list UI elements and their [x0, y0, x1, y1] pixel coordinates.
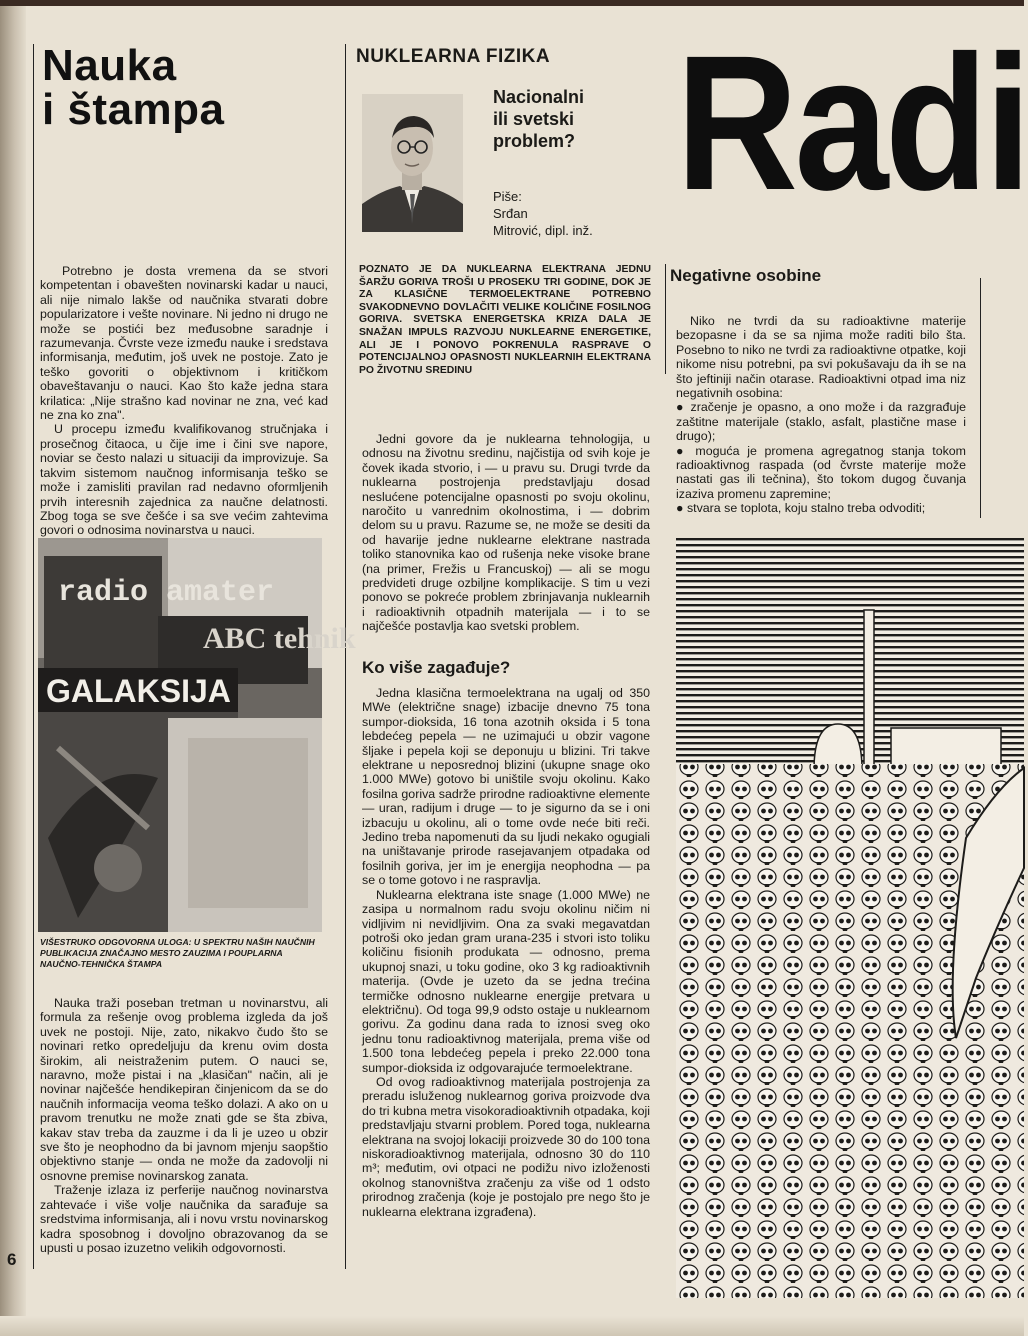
column-title-line-1: Nauka	[42, 41, 177, 90]
bullet-item: ● moguća je promena agregatnog stanja tokom radioaktivnog raspada (od čvrste materije može nastati gas ili tečnina), što tokom dugog čuvanja izaziva promenu zapremine;	[676, 443, 966, 501]
byline-line: Piše:	[493, 189, 522, 204]
lead-paragraph: POZNATO JE DA NUKLEARNA ELEKTRANA JEDNU ŠARŽU GORIVA TROŠI U PROSEKU TRI GODINE, DOK JE ZA KLASIČNE TERMOELEKTRANE POTREBNO SVAKODNEVNO DOVLAČITI VELIKE KOLIČINE FOSILNOG GORIVA. SVETSKA ENERGETSKA KRIZA DALA JE SNAŽAN IMPULS RAZVOJU NUKLEARNE ENERGETIKE, ALI JE I PONOVO POKRENULA RASPRAVE O POTENCIJALNOJ OPASNOSTI NUKLEARNIH ELEKTRANA PO ŽIVOTNU SREDINU	[359, 264, 651, 376]
left-column-rule	[33, 44, 34, 1269]
page-number: 6	[7, 1250, 17, 1269]
photo-caption: VIŠESTRUKO ODGOVORNA ULOGA: U SPEKTRU NAŠIH NAUČNIH PUBLIKACIJA ZNAČAJNO MESTO ZAUZIMA I POUPLARNA NAUČNO-TEHNIČKA ŠTAMPA	[40, 937, 315, 969]
subtitle-line: problem?	[493, 131, 576, 151]
lead-divider	[665, 264, 666, 374]
big-headline: Radi	[676, 15, 1028, 230]
column-2-body	[362, 686, 650, 1219]
column-1-closing	[40, 996, 328, 1255]
page-binding-edge	[0, 0, 26, 1336]
paragraph: Traženje izlaza iz perferije naučnog novinarstva zahtevaće i više volje naučnika da sarađuje sa sredstvima informisanja, ali i novu vrstu novinarskog kadra sposobnog i dovoljno obrazovanog da se upusti u posao izuzetno velikih odgovornosti.	[40, 1183, 328, 1255]
skulls-power-plant-illustration	[676, 538, 1024, 1298]
paragraph: Jedna klasična termoelektrana na ugalj od 350 MWe (električne snage) izbacije dnevno 75 tona sumpor-dioksida, 16 tona azotnih oksida i 5 tona lebdećeg pepela — ne uzimajući u obzir vagone šljake i pepela koji se deponuju u blizini. Tri takve elektrane u neposrednoj blizini (ukupne snage oko 1.000 MWe) gotovo bi uništile svoju okolinu. Kako fosilna goriva sadrže prirodne radioaktivne elemente — uran, radijum i druge — to je sigurno da se i oni izbacuju u okolinu, ali o tome ovde neće biti reči. Jedino treba napomenuti da su ljudi nekako ogugiali na uništavanje prirode rasejavanjem otpadaka od fosilnih goriva, jer im je energija neophodna — pa se o tome gotovo i ne raspravlja.	[362, 686, 650, 888]
column-title	[42, 41, 225, 134]
paragraph: U procepu između kvalifikovanog stručnjaka i prosečnog čitaoca, u čije ime i čini sve napore, noviar se često nalazi u situaciji da improvizuje. Sa takvim sistemom naučnog informisanja teško se može i zamisliti pravilan rad nedavno oformljenih prvih interesnih zajednica za naučne delatnosti. Zbog toga se sve češće i sa sve većim zahtevima govori o odnosima novinarstva u nauci.	[40, 422, 328, 538]
right-box-rule	[980, 278, 981, 518]
section-heading: NUKLEARNA FIZIKA	[356, 46, 551, 67]
subtitle-line: ili svetski	[493, 109, 575, 129]
paragraph: Jedni govore da je nuklearna tehnologija, u odnosu na životnu sredinu, najčistija od svih koje je čovek ikada stvorio, i — u pravu su. Drugi tvrde da nuklearna postrojenja predstavljaju dosad neslućene potencijalne opasnosti po svoju okolinu, naročito u vanrednim okolnostima, i — dobrim delom su u pravu. Razume se, ne može se desiti da od havarije jedne nuklearne elektrane nastrada toliko stanovnika kao od rušenja neke visoke brane (na primer, Frežis u Francuskoj) — ali se mogu predvideti druge ozbiljne komplikacije. S tim u vezi ponovo se pokreće problem zbrinjavanja nuklearnih i radioaktivnih otpadnih materijala — i to se najčešće postavlja kao svetski problem.	[362, 432, 650, 634]
column-3-body	[676, 314, 966, 516]
column-1-intro	[40, 264, 328, 538]
subtitle-line: Nacionalni	[493, 87, 585, 107]
paragraph: Nuklearna elektrana iste snage (1.000 MWe) ne zasipa u normalnom radu svoju okolinu ničim ni vidljivim ni nevidljivim. Ona za svaki megavatdan potroši oko jedan gram urana-235 i stvori isto toliku količinu fisionih produkata — odnosno, prema ukupnoj snazi, u toku godine, oko 3 kg radioaktivnih materija. (Ovde je uzeto da se jedna trećina termičke odnosno nuklearne energije pretvara u električnu). Od toga 99,9 odsto ostaje u nuklearnom gorivu. Za godinu dana rada to iznosi sveg oko jednu tonu radioaktivnog materijala, prema više od 1.500 tona lebdećeg pepela i preko 22.000 tona sumpor-dioksida iz odgovarajuće termoelektrane.	[362, 887, 650, 1075]
column-divider-1	[345, 44, 346, 1269]
subheading-negative-properties: Negativne osobine	[670, 266, 822, 285]
byline-line: Srđan	[493, 206, 528, 221]
author-portrait	[362, 94, 463, 232]
byline-line: Mitrović, dipl. inž.	[493, 223, 593, 238]
bullet-item: ● zračenje je opasno, a ono može i da razgrađuje zaštitne materijale (staklo, asfalt, plastične mase i drugo);	[676, 400, 966, 444]
magazine-title-radio: radio amater	[58, 576, 275, 610]
byline	[493, 188, 643, 239]
bullet-item: ● stvara se toplota, koju stalno treba odvoditi;	[676, 501, 926, 516]
page-top-edge	[0, 0, 1024, 6]
column-title-line-2: i štampa	[42, 85, 225, 134]
bullet-list	[676, 400, 966, 515]
paragraph: Od ovog radioaktivnog materijala postrojenja za preradu isluženog nuklearnog goriva proizvode dva do tri kubna metra visokoradioaktivnih otpadaka, koji predstavljaju stvarni problem. Pored toga, nuklearna elektrana na svojoj lokaciji proizvede 30 do 100 tona niskoradioaktivnog materijala, odnosno 30 do 110 m³; međutim, ovi otpaci ne podižu nivo izloženosti okolnog stanovništva zračenju za više od 1 odsto prirodnog zračenja (koje je postojalo pre nego što je nuklearna elektrana izgrađena).	[362, 1074, 650, 1219]
paragraph: Potrebno je dosta vremena da se stvori kompetentan i obavešten novinarski kadar u nauci, ali nije nimalo lakše od naučnika stvarati dobre popularizatore i vešte novinare. Ni jedno ni drugo ne može se postići bez međusobne saradnje i razumevanja. Čvrste veze između nauke i sredstava informisanja, međutim, još uvek ne postoje. Zato je teško govoriti o objektivnom i kritičkom obaveštavanju o nauci. Kao što kaže jedna stara krilatica: „Nije strašno kad novinar ne zna, već kad ne zna ko zna".	[40, 264, 328, 423]
magazine-title-galaksija: GALAKSIJA	[46, 673, 231, 709]
paragraph: Niko ne tvrdi da su radioaktivne materije bezopasne i da se sa njima može raditi bilo šta. Posebno to niko ne tvrdi za radioaktivne otpatke, koji nikome nisu potrebni, pa svi pokušavaju da ih se na što jeftiniji način otarase. Radioaktivni otpad ima niz negativnih osobina:	[676, 314, 966, 401]
column-2-intro	[362, 432, 650, 634]
subheading-pollution: Ko više zagađuje?	[362, 658, 511, 677]
magazines-photo	[38, 538, 356, 932]
article-subtitle	[493, 86, 643, 152]
paragraph: Nauka traži poseban tretman u novinarstvu, ali formula za rešenje ovog problema izgleda da još uvek ne postoji. Nije, zato, nikakvo čudo što se novinari retko opredeljuju da krenu ovim dosta širokim, ali neistraženim putem. O nauci se, naravno, može pistai i na „klasičan" način, ali je novinar najčešće hendikepiran činjenicom da se do naučnih informacija veoma teško dolazi. A ako on u pravom trenutku ne može znati gde se šta zbiva, kakav stav treba da zauzme i da li je uzeo u obzir sve što je neophodno da bi javnom mjenju saopštio objektivno stanje — onda ne može da zadovolji ni osnovne premise novinarskog zanata.	[40, 996, 328, 1183]
page-bottom-edge	[0, 1316, 1024, 1336]
magazine-title-abc: ABC tehnik	[203, 622, 356, 655]
